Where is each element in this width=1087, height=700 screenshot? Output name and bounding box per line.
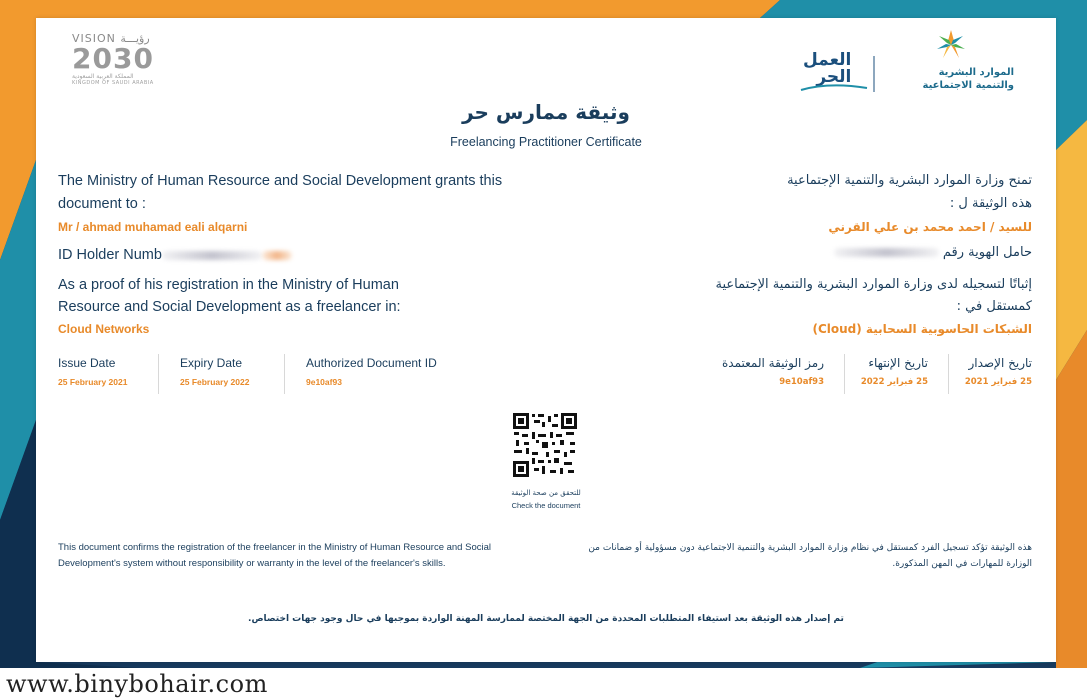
amal-swoosh-icon <box>799 80 869 94</box>
ar-field: الشبكات الحاسوبية السحابية (Cloud) <box>812 322 1032 336</box>
ar-issue-value: 25 فبراير 2021 <box>964 377 1032 387</box>
en-holder-row <box>58 216 538 238</box>
meta-separator <box>948 354 949 394</box>
ar-proof-line1: إثباتًا لتسجيله لدى وزارة الموارد البشرية والتنمية الإجتماعية <box>715 277 1032 292</box>
ar-issue-label: تاريخ الإصدار <box>968 356 1032 370</box>
qr-caption-en: Check the document <box>511 501 581 510</box>
qr-caption-ar: للتحقق من صحة الوثيقة <box>511 489 581 497</box>
ministry-emblem-icon <box>929 28 973 62</box>
watermark-url: www.binybohair.com <box>6 670 268 698</box>
en-holder-name: Mr / ahmad muhamad eali alqarni <box>58 220 248 234</box>
footer-issuance-note: تم إصدار هذه الوثيقة بعد استيفاء المتطلبات المحددة من الجهة المختصة لممارسة المهنة الواردة بموجبها في حال وجود جهات اختصاص. <box>248 614 844 624</box>
meta-separator <box>158 354 159 394</box>
en-proof-line1: As a proof of his registration in the Ministry of Human <box>58 277 399 293</box>
ar-id-row <box>652 242 1032 264</box>
ar-doc-id-label: رمز الوثيقة المعتمدة <box>722 356 824 370</box>
vision-en-subtitle: KINGDOM OF SAUDI ARABIA <box>72 80 154 86</box>
en-doc-id-label: Authorized Document ID <box>306 356 437 370</box>
ar-expiry-date <box>838 356 928 402</box>
footer-disclaimer-en: This document confirms the registration of the freelancer in the Ministry of Human Resource and Social Development's system without responsibility or warranty in the level of the freelancer's skills. <box>58 542 491 569</box>
meta-separator <box>284 354 285 394</box>
ar-doc-id-value: 9e10af93 <box>779 377 824 387</box>
vision-2030-logo <box>72 32 182 102</box>
en-field: Cloud Networks <box>58 322 150 336</box>
vision-label: VISION <box>72 32 116 45</box>
ministry-name-line2: والتنمية الاجتماعية <box>922 80 1014 91</box>
en-expiry-value: 25 February 2022 <box>180 377 250 387</box>
title-arabic: وثيقة ممارس حر <box>462 100 630 124</box>
ar-expiry-value: 25 فبراير 2022 <box>860 377 928 387</box>
ar-doc-id <box>704 356 824 402</box>
ar-proof-line2: كمستقل في : <box>956 299 1032 314</box>
ar-id-label: حامل الهوية رقم <box>942 245 1032 260</box>
title-english: Freelancing Practitioner Certificate <box>450 135 642 149</box>
en-id-label: ID Holder Numb <box>58 247 162 263</box>
en-proof-line2: Resource and Social Development as a freelancer in: <box>58 299 401 315</box>
ar-intro-line1: تمنح وزارة الموارد البشرية والتنمية الإجتماعية <box>787 173 1032 188</box>
qr-code[interactable] <box>512 412 578 478</box>
en-intro-line1: The Ministry of Human Resource and Social Development grants this <box>58 173 503 189</box>
en-doc-id-value: 9e10af93 <box>306 377 342 387</box>
vision-ar-subtitle: المملكة العربية السعودية <box>72 73 134 80</box>
ar-expiry-label: تاريخ الإنتهاء <box>868 356 928 370</box>
en-issue-date <box>58 356 127 402</box>
redacted-ar-id <box>834 248 939 257</box>
ministry-logos <box>799 28 1014 98</box>
en-id-row <box>58 244 538 266</box>
en-doc-id <box>306 356 437 402</box>
en-issue-label: Issue Date <box>58 356 116 370</box>
en-expiry-date <box>180 356 249 402</box>
redacted-id <box>162 251 262 260</box>
meta-separator <box>844 354 845 394</box>
ar-issue-date <box>952 356 1032 402</box>
certificate-paper <box>36 18 1056 662</box>
amal-line1: العمل <box>803 50 852 70</box>
en-issue-value: 25 February 2021 <box>58 377 128 387</box>
en-intro-line2: document to : <box>58 196 146 212</box>
footer-disclaimer-ar: هذه الوثيقة تؤكد تسجيل الفرد كمستقل في نظام وزارة الموارد البشرية والتنمية الاجتماعية دون مسؤولية أو ضمانات من الوزارة للمهارات في المهن المذكورة. <box>588 543 1032 569</box>
redacted-id-tail <box>262 251 292 260</box>
ministry-name-line1: الموارد البشرية <box>938 67 1014 78</box>
vision-ar-label: رؤيـــة <box>120 32 150 45</box>
amal-line2: الحر <box>816 67 852 87</box>
vision-year: 2030 <box>72 42 154 75</box>
en-expiry-label: Expiry Date <box>180 356 243 370</box>
ar-intro-line2: هذه الوثيقة ل : <box>949 196 1032 211</box>
ar-holder-name: للسيد / احمد محمد بن علي القرني <box>828 220 1032 234</box>
logo-divider <box>871 56 877 92</box>
